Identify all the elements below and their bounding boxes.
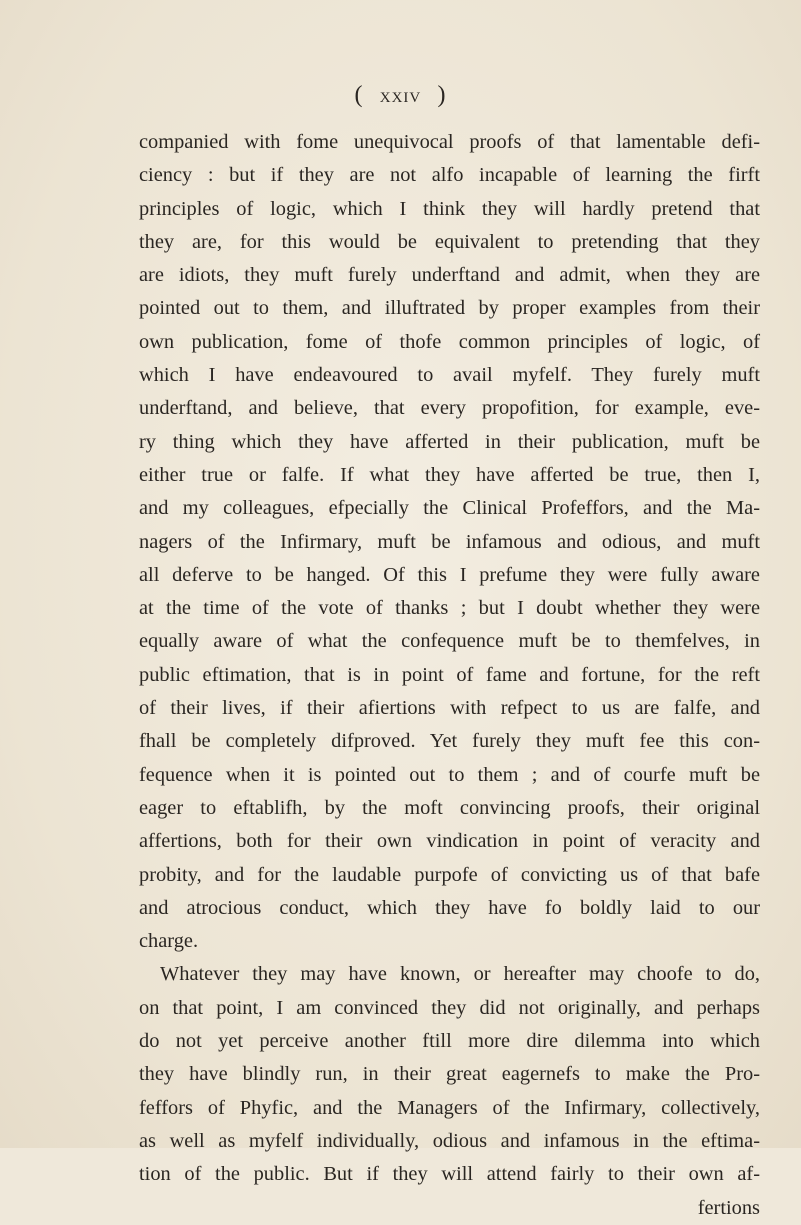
text-line: and my colleagues, efpecially the Clinical Profeffors, and the Ma- (139, 497, 760, 520)
text-line: do not yet perceive another ftill more dire dilemma into which (139, 1030, 760, 1053)
text-line: and atrocious conduct, which they have fo boldly laid to our (139, 896, 760, 919)
text-line: ry thing which they have afferted in their publication, muft be (139, 430, 760, 453)
text-line: charge. (139, 930, 199, 953)
text-line: companied with fome unequivocal proofs of that lamentable defi- (139, 131, 760, 153)
text-line: public eftimation, that is in point of fame and fortune, for the reft (139, 663, 760, 686)
text-line: eager to eftablifh, by the moft convincing proofs, their original (139, 796, 760, 819)
text-line: of their lives, if their afiertions with refpect to us are falfe, and (139, 697, 760, 720)
header-open-paren: ( (354, 82, 364, 108)
page-number: xxiv (379, 83, 422, 107)
text-line: feffors of Phyfic, and the Managers of the Infirmary, collectively, (139, 1096, 760, 1119)
text-line: probity, and for the laudable purpofe of convicting us of that bafe (139, 863, 760, 886)
page-header (0, 82, 801, 109)
text-line: Whatever they may have known, or hereafter may choofe to do, (160, 963, 760, 986)
text-line: tion of the public. But if they will attend fairly to their own af- (139, 1163, 760, 1186)
text-line: pointed out to them, and illuftrated by proper examples from their (139, 297, 760, 320)
text-line: on that point, I am convinced they did not originally, and perhaps (139, 996, 760, 1019)
text-line: either true or falfe. If what they have afferted be true, then I, (139, 463, 760, 486)
text-line: which I have endeavoured to avail myfelf. They furely muft (139, 364, 760, 387)
text-line: principles of logic, which I think they will hardly pretend that (139, 197, 760, 220)
text-line: affertions, both for their own vindication in point of veracity and (139, 830, 760, 853)
text-line: all deferve to be hanged. Of this I prefume they were fully aware (139, 563, 760, 586)
text-line: are idiots, they muft furely underftand and admit, when they are (139, 264, 760, 287)
text-line: ciency : but if they are not alfo incapable of learning the firft (139, 164, 760, 187)
body-text (139, 126, 760, 1225)
text-line: fhall be completely difproved. Yet furely they muft fee this con- (139, 730, 760, 753)
text-line: underftand, and believe, that every propofition, for example, eve- (139, 397, 760, 420)
text-line: as well as myfelf individually, odious and infamous in the eftima- (139, 1129, 760, 1152)
text-line: they have blindly run, in their great eagernefs to make the Pro- (139, 1063, 760, 1086)
text-line: equally aware of what the confequence muft be to themfelves, in (139, 630, 760, 653)
text-line: own publication, fome of thofe common principles of logic, of (139, 330, 760, 353)
catchword: fertions (697, 1196, 760, 1219)
text-line: they are, for this would be equivalent to pretending that they (139, 230, 760, 253)
header-close-paren: ) (437, 82, 447, 108)
text-line: nagers of the Infirmary, muft be infamous and odious, and muft (139, 530, 760, 553)
text-line: fequence when it is pointed out to them ; and of courfe muft be (139, 763, 760, 786)
text-line: at the time of the vote of thanks ; but I doubt whether they were (139, 597, 760, 620)
